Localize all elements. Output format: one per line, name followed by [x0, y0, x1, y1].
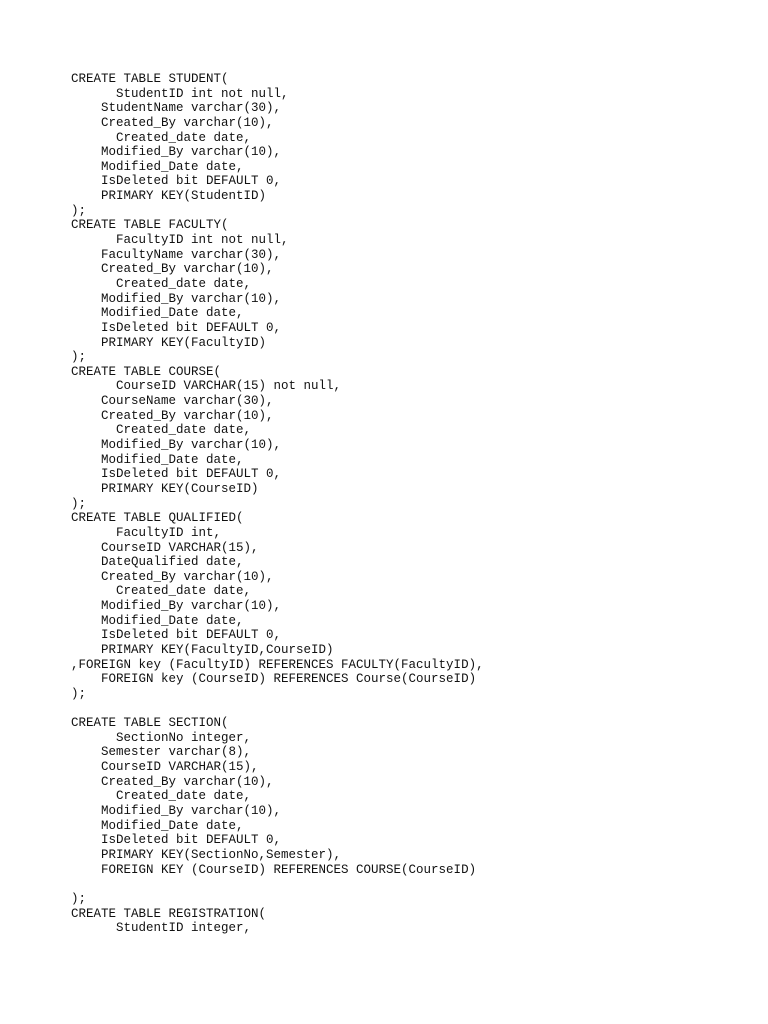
- code-line: Created_By varchar(10),: [71, 408, 274, 423]
- code-line: PRIMARY KEY(CourseID): [71, 481, 259, 496]
- code-line: );: [71, 496, 87, 511]
- code-line: IsDeleted bit DEFAULT 0,: [71, 628, 282, 643]
- code-line: Modified_Date date,: [71, 613, 244, 628]
- code-line: IsDeleted bit DEFAULT 0,: [71, 467, 282, 482]
- code-line: CourseID VARCHAR(15) not null,: [71, 379, 342, 394]
- code-line: Created_date date,: [71, 130, 252, 145]
- code-line: Created_By varchar(10),: [71, 774, 274, 789]
- code-line: Semester varchar(8),: [71, 745, 252, 760]
- code-line: Created_date date,: [71, 584, 252, 599]
- code-line: Created_By varchar(10),: [71, 569, 274, 584]
- code-line: FOREIGN KEY (CourseID) REFERENCES COURSE(CourseID): [71, 862, 477, 877]
- code-line: Modified_By varchar(10),: [71, 599, 282, 614]
- code-line: CourseID VARCHAR(15),: [71, 760, 259, 775]
- code-line: Created_By varchar(10),: [71, 115, 274, 130]
- code-line: ,FOREIGN key (FacultyID) REFERENCES FACULTY(FacultyID),: [71, 657, 484, 672]
- code-line: CourseName varchar(30),: [71, 394, 274, 409]
- code-line: CREATE TABLE COURSE(: [71, 364, 222, 379]
- code-line: IsDeleted bit DEFAULT 0,: [71, 320, 282, 335]
- code-line: CREATE TABLE STUDENT(: [71, 72, 229, 86]
- code-line: CourseID VARCHAR(15),: [71, 540, 259, 555]
- code-line: PRIMARY KEY(SectionNo,Semester),: [71, 847, 342, 862]
- code-line: StudentID integer,: [71, 921, 252, 936]
- code-line: );: [71, 203, 87, 218]
- code-line: FOREIGN key (CourseID) REFERENCES Course(CourseID): [71, 672, 477, 687]
- code-line: FacultyName varchar(30),: [71, 247, 282, 262]
- code-line: PRIMARY KEY(StudentID): [71, 189, 267, 204]
- code-line: [71, 702, 484, 717]
- code-line: Modified_Date date,: [71, 159, 244, 174]
- code-line: Modified_By varchar(10),: [71, 438, 282, 453]
- code-line: CREATE TABLE REGISTRATION(: [71, 906, 267, 921]
- code-line: CREATE TABLE SECTION(: [71, 716, 229, 731]
- code-line: CREATE TABLE QUALIFIED(: [71, 511, 244, 526]
- code-line: StudentID int not null,: [71, 86, 289, 101]
- sql-code-block: [71, 72, 484, 936]
- code-line: CREATE TABLE FACULTY(: [71, 218, 229, 233]
- code-line: [71, 877, 484, 892]
- code-line: Created_By varchar(10),: [71, 262, 274, 277]
- code-line: DateQualified date,: [71, 555, 244, 570]
- code-line: Modified_Date date,: [71, 306, 244, 321]
- code-line: IsDeleted bit DEFAULT 0,: [71, 174, 282, 189]
- code-line: );: [71, 891, 87, 906]
- code-line: Modified_By varchar(10),: [71, 804, 282, 819]
- code-line: IsDeleted bit DEFAULT 0,: [71, 833, 282, 848]
- code-line: SectionNo integer,: [71, 730, 252, 745]
- code-line: Modified_By varchar(10),: [71, 145, 282, 160]
- code-line: FacultyID int not null,: [71, 233, 289, 248]
- code-line: Modified_By varchar(10),: [71, 291, 282, 306]
- code-line: PRIMARY KEY(FacultyID,CourseID): [71, 642, 334, 657]
- code-line: Modified_Date date,: [71, 452, 244, 467]
- code-line: FacultyID int,: [71, 525, 222, 540]
- code-line: Created_date date,: [71, 423, 252, 438]
- code-line: PRIMARY KEY(FacultyID): [71, 335, 267, 350]
- code-line: Modified_Date date,: [71, 818, 244, 833]
- code-line: StudentName varchar(30),: [71, 101, 282, 116]
- code-line: Created_date date,: [71, 789, 252, 804]
- code-line: );: [71, 686, 87, 701]
- code-line: );: [71, 350, 87, 365]
- code-line: Created_date date,: [71, 276, 252, 291]
